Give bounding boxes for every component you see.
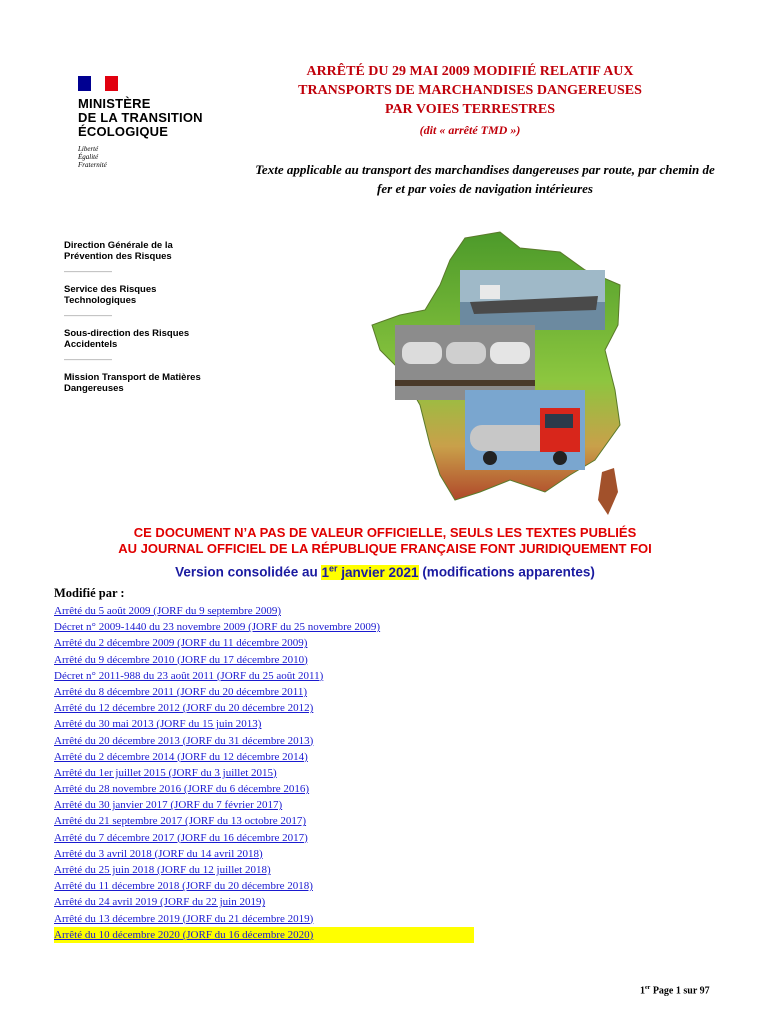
edition-number: 1 [640,985,645,997]
amendment-link[interactable]: Arrêté du 2 décembre 2014 (JORF du 12 décembre 2014) [54,750,308,763]
version-month-year: janvier 2021 [337,564,419,580]
page-number: Page 1 sur 97 [650,985,710,997]
version-prefix: Version consolidée au [175,564,322,580]
amendment-link[interactable]: Arrêté du 8 décembre 2011 (JORF du 20 décembre 2011) [54,685,308,698]
corsica-shape [598,468,618,515]
french-flag-icon [78,76,118,91]
amendments-list [54,603,474,943]
title-alias: (dit « arrêté TMD ») [419,123,521,137]
services-list [64,240,214,400]
amendment-link[interactable]: Arrêté du 30 mai 2013 (JORF du 15 juin 2013) [54,718,262,731]
amendment-link[interactable]: Arrêté du 20 décembre 2013 (JORF du 31 décembre 2013) [54,734,314,747]
amendment-link[interactable]: Arrêté du 9 décembre 2010 (JORF du 17 décembre 2010) [54,653,308,666]
document-subtitle: Texte applicable au transport des marchandises dangereuses par route, par chemin de fer et par voies de navigation intérieures [255,162,715,196]
ministry-name [78,97,228,139]
amendment-link[interactable]: Arrêté du 10 décembre 2020 (JORF du 16 décembre 2020) [54,927,474,943]
amendment-link[interactable]: Décret n° 2011-988 du 23 août 2011 (JORF du 25 août 2011) [54,669,324,682]
warning-line: AU JOURNAL OFFICIEL DE LA RÉPUBLIQUE FRANÇAISE FONT JURIDIQUEMENT FOI [118,541,652,556]
amendment-link[interactable]: Arrêté du 25 juin 2018 (JORF du 12 juillet 2018) [54,864,271,876]
amendment-link[interactable]: Décret n° 2009-1440 du 23 novembre 2009 (JORF du 25 novembre 2009) [54,621,381,634]
warning-line: CE DOCUMENT N’A PAS DE VALEUR OFFICIELLE, SEULS LES TEXTES PUBLIÉS [133,525,637,540]
legal-warning [40,525,730,557]
version-suffix: (modifications apparentes) [418,564,595,580]
amendment-link[interactable]: Arrêté du 5 août 2009 (JORF du 9 septembre 2009) [54,605,281,617]
edition-suffix: er [645,985,651,991]
motto-line: Liberté [78,145,99,153]
france-map-illustration [370,230,640,520]
service-name: Service des Risques Technologiques [64,284,157,306]
document-title [250,62,690,140]
train-picture [395,325,535,400]
amendment-link[interactable]: Arrêté du 24 avril 2019 (JORF du 22 juin 2019) [54,896,266,909]
modified-by-label: Modifié par : [54,586,125,600]
ministry-logo [78,76,228,169]
amendment-link[interactable]: Arrêté du 28 novembre 2016 (JORF du 6 décembre 2016) [54,783,310,796]
title-line: PAR VOIES TERRESTRES [384,102,556,117]
motto-line: Fraternité [78,161,107,169]
separator: —————— [64,355,112,364]
ministry-line: DE LA TRANSITION [78,110,203,125]
amendment-link[interactable]: Arrêté du 3 avril 2018 (JORF du 14 avril 2018) [54,847,263,860]
motto-line: Égalité [78,153,99,161]
amendment-link[interactable]: Arrêté du 21 septembre 2017 (JORF du 13 octobre 2017) [54,815,307,828]
version-date [321,565,418,580]
title-line: TRANSPORTS DE MARCHANDISES DANGEREUSES [298,83,642,98]
service-name: Direction Générale de la Prévention des Risques [64,240,173,262]
separator: —————— [64,311,112,320]
amendment-link[interactable]: Arrêté du 13 décembre 2019 (JORF du 21 décembre 2019) [54,912,314,925]
version-day: 1 [321,564,329,580]
amendment-link[interactable]: Arrêté du 11 décembre 2018 (JORF du 20 décembre 2018) [54,880,313,893]
title-line: ARRÊTÉ DU 29 MAI 2009 MODIFIÉ RELATIF AUX [306,64,634,79]
ministry-line: ÉCOLOGIQUE [78,124,169,139]
page-footer [640,985,710,996]
service-name: Sous-direction des Risques Accidentels [64,328,190,350]
ministry-line: MINISTÈRE [78,96,151,111]
amendment-link[interactable]: Arrêté du 2 décembre 2009 (JORF du 11 décembre 2009) [54,637,308,650]
version-statement [40,563,730,580]
version-day-suffix: er [328,563,338,573]
amendment-link[interactable]: Arrêté du 1er juillet 2015 (JORF du 3 juillet 2015) [54,766,277,779]
amendment-link[interactable]: Arrêté du 12 décembre 2012 (JORF du 20 décembre 2012) [54,702,314,715]
truck-picture [465,390,585,470]
amendment-link[interactable]: Arrêté du 7 décembre 2017 (JORF du 16 décembre 2017) [54,831,308,844]
service-name: Mission Transport de Matières Dangereuses [64,372,201,394]
amendment-link[interactable]: Arrêté du 30 janvier 2017 (JORF du 7 février 2017) [54,799,283,812]
separator: —————— [64,267,112,276]
barge-picture [460,270,605,330]
republic-motto [78,145,228,169]
